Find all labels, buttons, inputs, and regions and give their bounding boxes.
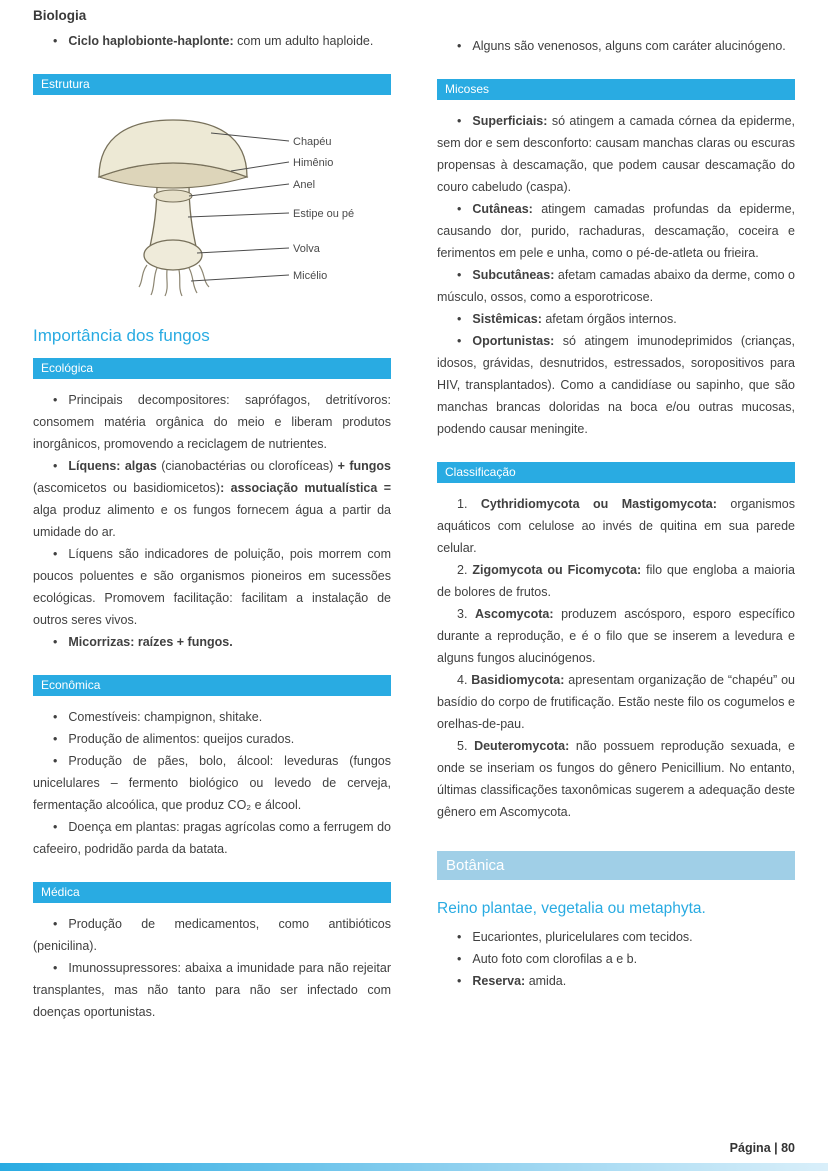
text-segment: Produção de medicamentos, como antibióticos (penicilina). [33, 917, 391, 953]
figure-label-chapeu: Chapéu [293, 136, 332, 148]
text-segment: Produção de alimentos: queijos curados. [68, 732, 295, 746]
text-segment: Oportunistas: [472, 334, 563, 348]
bullet-item [437, 110, 795, 198]
section-header-micoses: Micoses [437, 79, 795, 100]
bullet-text [437, 202, 795, 260]
text-segment: (ascomicetos ou basidiomicetos) [33, 481, 221, 495]
text-segment: Zigomycota ou Ficomycota: [472, 563, 647, 577]
economica-list [33, 706, 391, 860]
section-header-classificacao: Classificação [437, 462, 795, 483]
bullet-item [437, 264, 795, 308]
text-segment: Alguns são venenosos, alguns com caráter alucinógeno. [472, 39, 786, 53]
page-title: Biologia [33, 8, 87, 23]
text-segment: Subcutâneas: [472, 268, 558, 282]
numbered-item [437, 669, 795, 735]
figure-label-estipe: Estipe ou pé [293, 208, 355, 220]
bullet-text [68, 732, 294, 746]
text-segment: Líquens são indicadores de poluição, pois morrem com poucos poluentes e são organismos pioneiros em sucessões ecológicas. Promovem facilitação: facilitam a instalação de outros seres vivos. [33, 547, 391, 627]
mushroom-figure [61, 105, 391, 310]
bottom-accent-bar [0, 1163, 828, 1171]
bullet-text [472, 930, 692, 944]
classificacao-list [437, 493, 795, 823]
bullet-item [437, 970, 795, 992]
bullet-text [33, 459, 391, 539]
text-segment: amida. [528, 974, 567, 988]
numbered-text [437, 739, 795, 819]
section-header-ecologica: Ecológica [33, 358, 391, 379]
micoses-list [437, 110, 795, 440]
text-segment: Eucariontes, pluricelulares com tecidos. [472, 930, 693, 944]
text-segment: Deuteromycota: [474, 739, 576, 753]
bullet-text [68, 710, 262, 724]
bullet-item [33, 543, 391, 631]
bullet-item [33, 389, 391, 455]
bullet-item [33, 913, 391, 957]
heading-reino-plantae: Reino plantae, vegetalia ou metaphyta. [437, 900, 706, 917]
bullet-text [33, 820, 391, 856]
bullet-item [33, 631, 391, 653]
text-segment: Reserva: [472, 974, 529, 988]
bullet-text [472, 312, 676, 326]
text-segment: com um adulto haploide. [237, 34, 374, 48]
numbered-item [437, 735, 795, 823]
bullet-item [33, 957, 391, 1023]
text-segment: Imunossupressores: abaixa a imunidade para não rejeitar transplantes, mas não tanto para não ser infectado com doenças oportunistas. [33, 961, 391, 1019]
section-header-medica: Médica [33, 882, 391, 903]
text-segment: Principais decompositores: saprófagos, detritívoros: consomem matéria orgânica do meio e liberam produtos inorgânicos, promovendo a reciclagem de nutrientes. [33, 393, 391, 451]
bullet-item [437, 35, 795, 57]
text-segment: 2. [457, 563, 473, 577]
numbered-text [437, 673, 795, 731]
figure-label-micelio: Micélio [293, 270, 328, 282]
bullet-text [33, 917, 391, 953]
text-segment: Basidiomycota: [471, 673, 569, 687]
numbered-item [437, 559, 795, 603]
numbered-text [437, 497, 795, 555]
text-segment: organismos aquáticos com celulose ao invés de quitina em sua parede celular. [437, 497, 795, 555]
text-segment: : associação mutualística = [220, 481, 391, 495]
text-segment: Superficiais: [472, 114, 552, 128]
bullet-text [33, 961, 391, 1019]
bullet-item [33, 816, 391, 860]
bullet-item [33, 455, 391, 543]
section-header-botanica: Botânica [437, 851, 795, 880]
bullet-item [437, 926, 795, 948]
text-segment: só atingem imunodeprimidos (crianças, idosos, grávidas, desnutridos, estressados, soropositivos para HIV, transplantados). Como a candidíase ou sapinho, que são manchas brancas doloridas na boca e/ou outras mucosas, podendo causar meningite. [437, 334, 795, 436]
bullet-text [437, 114, 795, 194]
text-segment: Cutâneas: [472, 202, 542, 216]
page-number: Página | 80 [729, 1141, 795, 1155]
bullet-text [33, 754, 391, 812]
left-column [33, 8, 391, 1023]
bullet-item [33, 750, 391, 816]
text-segment: 1. [457, 497, 481, 511]
text-segment: só atingem a camada córnea da epiderme, sem dor e sem desconforto: causam manchas claras ou escuras propensas à descamação, que podem causar descamação do couro cabeludo (caspa). [437, 114, 795, 194]
numbered-text [437, 563, 795, 599]
text-segment: Produção de pães, bolo, álcool: leveduras (fungos unicelulares – fermento biológico ou levedo de cerveja, fermentação alcoólica, que produz CO₂ e álcool. [33, 754, 391, 812]
bullet-text [33, 393, 391, 451]
text-segment: Cythridiomycota ou Mastigomycota: [480, 497, 731, 511]
text-segment: (cianobactérias ou clorofíceas) [161, 459, 338, 473]
bullet-item [33, 30, 391, 52]
numbered-text [437, 607, 795, 665]
medica-list [33, 913, 391, 1023]
text-segment: Sistêmicas: [472, 312, 546, 326]
text-segment: Ciclo haplobionte-haplonte: [68, 34, 238, 48]
text-segment: atingem camadas profundas da epiderme, causando dor, purido, rachaduras, descamação, coceira e ferimentos em pele e unha, como o pé-de-atleta ou frieira. [437, 202, 795, 260]
text-segment: alga produz alimento e os fungos fornecem água a partir da umidade do ar. [33, 503, 391, 539]
section-header-estrutura: Estrutura [33, 74, 391, 95]
mushroom-volva [144, 240, 202, 270]
text-segment: Ascomycota: [475, 607, 562, 621]
section-header-economica: Econômica [33, 675, 391, 696]
right-column [437, 8, 795, 1023]
text-segment: Doença em plantas: pragas agrícolas como a ferrugem do cafeeiro, podridão parda da batata. [33, 820, 391, 856]
text-segment: apresentam organização de “chapéu” ou basídio do corpo de frutificação. Estão neste filo os cogumelos e orelhas-de-pau. [437, 673, 795, 731]
text-segment: Líquens: algas [68, 459, 162, 473]
heading-importancia-dos-fungos: Importância dos fungos [33, 326, 210, 345]
text-segment: afetam órgãos internos. [545, 312, 677, 326]
intro-list-right [437, 35, 795, 57]
text-segment: + fungos [337, 459, 391, 473]
bullet-item [437, 948, 795, 970]
text-segment: 3. [457, 607, 475, 621]
figure-label-volva: Volva [293, 243, 320, 255]
ecologica-list [33, 389, 391, 653]
text-segment: Comestíveis: champignon, shitake. [68, 710, 263, 724]
figure-label-himenio: Himênio [293, 157, 334, 169]
text-segment: Micorrizas: raízes + fungos. [68, 635, 233, 649]
reino-list [437, 926, 795, 992]
bullet-item [33, 728, 391, 750]
text-segment: não possuem reprodução sexuada, e onde se inseriam os fungos do gênero Penicillium. No entanto, últimas classificações taxonômicas sugerem a adequação deste gênero em Ascomycota. [437, 739, 795, 819]
bullet-item [437, 330, 795, 440]
numbered-item [437, 603, 795, 669]
text-segment: afetam camadas abaixo da derme, como o músculo, ossos, como a esporotricose. [437, 268, 796, 304]
bullet-item [33, 706, 391, 728]
bullet-text [68, 635, 232, 649]
bullet-item [437, 198, 795, 264]
bullet-text [68, 34, 373, 48]
bullet-item [437, 308, 795, 330]
numbered-item [437, 493, 795, 559]
bullet-text [472, 952, 637, 966]
bullet-text [33, 547, 391, 627]
text-segment: 4. [457, 673, 472, 687]
text-segment: 5. [457, 739, 475, 753]
bullet-text [437, 268, 795, 304]
intro-list-left [33, 30, 391, 52]
text-segment: produzem ascósporo, esporo específico durante a reprodução, e é o filo que se inserem a levedura e alguns fungos alucinógenos. [437, 607, 795, 665]
bullet-text [437, 334, 795, 436]
mushroom-ring [154, 190, 192, 202]
text-segment: Auto foto com clorofilas a e b. [472, 952, 638, 966]
bullet-text [472, 974, 566, 988]
text-segment: filo que engloba a maioria de bolores de frutos. [437, 563, 795, 599]
figure-label-anel: Anel [293, 179, 316, 191]
mushroom-diagram [61, 105, 381, 305]
bullet-text [472, 39, 785, 53]
